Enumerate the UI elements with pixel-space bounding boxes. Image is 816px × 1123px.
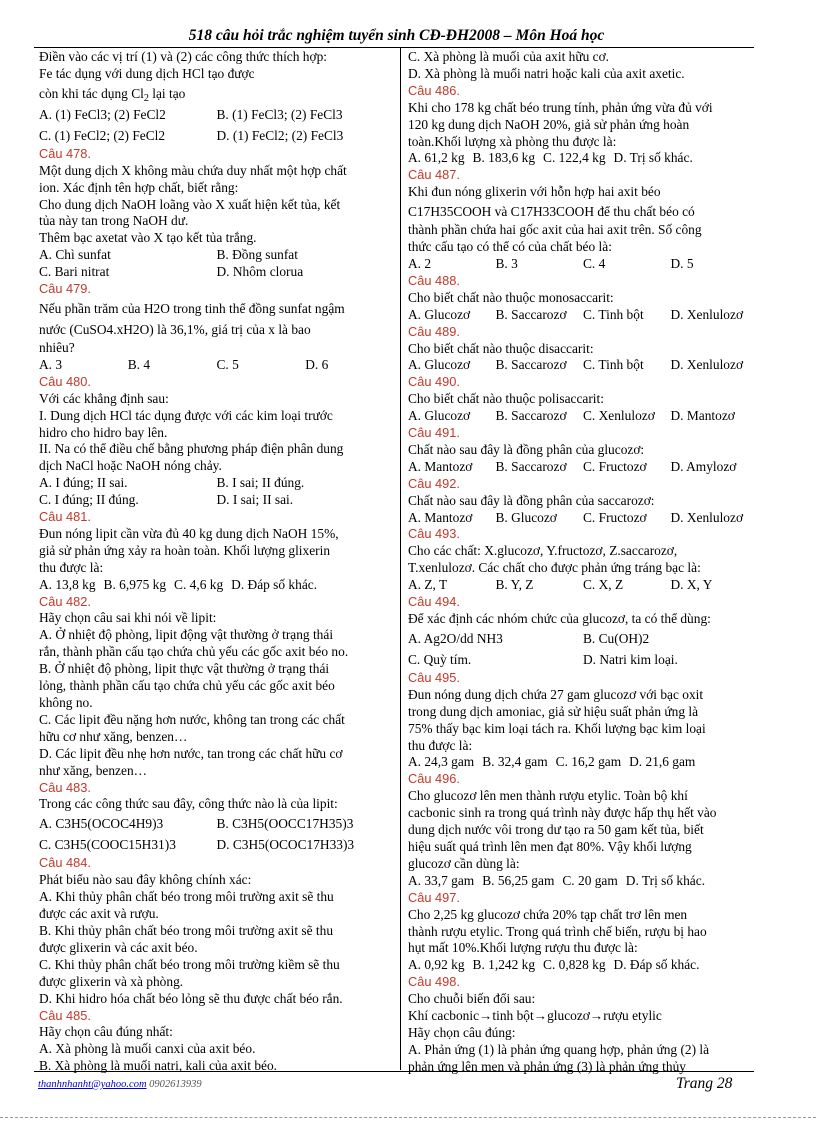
question-478: Câu 478. Một dung dịch X không màu chứa duy nhất một hợp chất ion. Xác định tên hợp chất, biết rằng: Cho dung dịch NaOH loãng vào X xuất hiện kết tủa, kết tủa này tan trong NaOH dư. Thêm bạc axetat vào X tạo kết tủa trắng. A. Chì sunfat B. Đồng sunfat C. Bari nitrat D. Nhôm clorua	[39, 146, 394, 281]
option-b: B. 4	[127, 356, 151, 372]
option-d: D. Xenlulozơ	[670, 509, 744, 525]
option-c: C. Tinh bột	[583, 306, 644, 322]
option-c: C. 5	[216, 356, 239, 372]
question-label: Câu 481.	[39, 509, 91, 525]
question-480: Câu 480. Với các khẳng định sau: I. Dung dịch HCl tác dụng được với các kim loại trước hidro cho hidro bay lên. II. Na có thể điều chế bằng phương pháp điện phân dung dịch NaCl hoặc NaOH nóng chảy. A. I đúng; II sai. B. I sai; II đúng. C. I đúng; II đúng. D. I sai; II sai.	[39, 374, 394, 509]
option-d: D. Xenlulozơ	[670, 357, 744, 373]
question-486: Câu 486. Khi cho 178 kg chất béo trung tính, phản ứng vừa đủ với 120 kg dung dịch NaOH 20%, giả sử phản ứng hoàn toàn.Khối lượng xà phòng thu được là: A. 61,2 kg B. 183,6 kg C. 122,4 kg D. Trị số khác.	[408, 83, 758, 168]
column-separator	[400, 48, 401, 1070]
option-c: C. Tinh bột	[583, 357, 644, 373]
question-494: Câu 494. Để xác định các nhóm chức của glucozơ, ta có thể dùng: A. Ag2O/dd NH3 B. Cu(OH)2 C. Quỳ tím. D. Natri kim loại.	[408, 594, 758, 670]
option-d: D. I sai; II sai.	[216, 492, 294, 508]
option-c: C. I đúng; II đúng.	[39, 492, 139, 508]
question-label: Câu 485.	[39, 1007, 91, 1023]
question-496: Câu 496. Cho glucozơ lên men thành rượu etylic. Toàn bộ khí cacbonic sinh ra trong quá trình này được hấp thụ hết vào dung dịch nước vôi trong dư tạo ra 50 gam kết tủa, biết hiệu suất quá trình lên men đạt 80%. Vậy khối lượng glucozơ cần dùng là: A. 33,7 gam B. 56,25 gam C. 20 gam D. Trị số khác.	[408, 771, 758, 889]
option-b: B. C3H5(OOCC17H35)3	[216, 816, 354, 832]
option-c: C. C3H5(COOC15H31)3	[39, 837, 176, 853]
option-a: A. 2	[408, 255, 432, 271]
question-label: Câu 483.	[39, 779, 91, 795]
option-d: D. 21,6 gam	[629, 754, 696, 770]
option-b: B. 56,25 gam	[482, 872, 555, 888]
option-d: D. Trị số khác.	[625, 872, 706, 888]
option-c: C. 0,828 kg	[543, 957, 606, 973]
option-a: A. 3	[39, 356, 63, 372]
question-495: Câu 495. Đun nóng dung dịch chứa 27 gam glucozơ với bạc oxit trong dung dịch amoniac, giả sử hiệu suất phản ứng là 75% thấy bạc kim loại tách ra. Khối lượng bạc kim loại thu được là: A. 24,3 gam B. 32,4 gam C. 16,2 gam D. 21,6 gam	[408, 670, 758, 771]
option-c: C. Fructozơ	[583, 458, 647, 474]
question-481: Câu 481. Đun nóng lipit cần vừa đủ 40 kg dung dịch NaOH 15%, giả sử phản ứng xảy ra hoàn toàn. Khối lượng glixerin thu được là: A. 13,8 kg B. 6,975 kg C. 4,6 kg D. Đáp số khác.	[39, 509, 394, 594]
option-b: B. (1) FeCl3; (2) FeCl3	[216, 106, 343, 122]
option-a: A. Glucozơ	[408, 306, 471, 322]
option-c: C. (1) FeCl2; (2) FeCl2	[39, 127, 166, 143]
option-a: A. Chì sunfat	[39, 247, 111, 263]
option-d: D. Đáp số khác.	[613, 957, 700, 973]
option-b: B. Saccarozơ	[495, 458, 567, 474]
option-c: C. 4,6 kg	[174, 576, 224, 592]
option-b: B. Saccarozơ	[495, 408, 567, 424]
question-491: Câu 491. Chất nào sau đây là đồng phân của glucozơ: A. Mantozơ B. Saccarozơ C. Fructozơ D. Amylozơ	[408, 425, 758, 476]
option-a: A. (1) FeCl3; (2) FeCl2	[39, 106, 166, 122]
option-d: D. Amylozơ	[670, 458, 737, 474]
option-a: A. Mantozơ	[408, 509, 473, 525]
left-column	[39, 49, 394, 1075]
question-485-continued: C. Xà phòng là muối của axit hữu cơ. D. Xà phòng là muối natri hoặc kali của axit axetic.	[408, 49, 685, 81]
option-b: B. Cu(OH)2	[583, 630, 650, 646]
question-label: Câu 487.	[408, 167, 460, 183]
question-489: Câu 489. Cho biết chất nào thuộc disaccarit: A. Glucozơ B. Saccarozơ C. Tinh bột D. Xenlulozơ	[408, 324, 758, 375]
question-484: Câu 484. Phát biểu nào sau đây không chính xác: A. Khi thủy phân chất béo trong môi trường axit sẽ thu được các axit và rượu. B. Khi thủy phân chất béo trong môi trường axit sẽ thu được glixerin và các axit béo. C. Khi thủy phân chất béo trong môi trường kiềm sẽ thu được glixerin và xà phòng. D. Khi hidro hóa chất béo lỏng sẽ thu được chất béo rắn.	[39, 855, 394, 1007]
option-b: B. Y, Z	[495, 577, 534, 593]
question-label: Câu 494.	[408, 594, 460, 610]
option-d: D. X, Y	[670, 577, 713, 593]
option-b: B. 1,242 kg	[472, 957, 536, 973]
option-b: B. Saccarozơ	[495, 306, 567, 322]
option-c: C. Fructozơ	[583, 509, 647, 525]
question-479: Câu 479. Nếu phần trăm của H2O trong tinh thể đồng sunfat ngậm nước (CuSO4.xH2O) là 36,1%, giá trị của x là bao nhiêu? A. 3 B. 4 C. 5 D. 6	[39, 281, 394, 374]
footer-contact	[38, 1079, 202, 1090]
question-label: Câu 491.	[408, 425, 460, 441]
question-label: Câu 496.	[408, 771, 460, 787]
question-label: Câu 479.	[39, 281, 91, 297]
option-a: A. C3H5(OCOC4H9)3	[39, 816, 164, 832]
option-d: D. 5	[670, 255, 694, 271]
option-b: B. I sai; II đúng.	[216, 475, 305, 491]
option-d: D. Natri kim loại.	[583, 651, 678, 667]
option-c: C. Bari nitrat	[39, 264, 110, 280]
option-c: C. 20 gam	[562, 872, 618, 888]
page-bottom-dashes	[0, 1117, 816, 1118]
option-d: D. Đáp số khác.	[231, 576, 318, 592]
option-a: A. 13,8 kg	[39, 576, 96, 592]
option-a: A. 0,92 kg	[408, 957, 465, 973]
option-d: D. Trị số khác.	[613, 150, 693, 166]
question-482: Câu 482. Hãy chọn câu sai khi nói về lipit: A. Ở nhiệt độ phòng, lipit động vật thường ở trạng thái rắn, thành phần cấu tạo chứa chủ yếu các gốc axit béo no. B. Ở nhiệt độ phòng, lipit thực vật thường ở trạng thái lỏng, thành phần cấu tạo chứa chủ yếu các gốc axit béo không no. C. Các lipit đều nặng hơn nước, không tan trong các chất hữu cơ như xăng, benzen… D. Các lipit đều nhẹ hơn nước, tan trong các chất hữu cơ như xăng, benzen…	[39, 594, 394, 780]
option-c: C. 16,2 gam	[555, 754, 622, 770]
option-b: B. 3	[495, 255, 518, 271]
page-header-title: 518 câu hỏi trắc nghiệm tuyển sinh CĐ-ĐH2008 – Môn Hoá học	[188, 27, 605, 44]
question-label: Câu 493.	[408, 526, 460, 542]
option-d: D. Nhôm clorua	[216, 264, 304, 280]
question-label: Câu 478.	[39, 145, 91, 161]
option-b: B. Saccarozơ	[495, 357, 567, 373]
header-rule	[34, 47, 754, 48]
option-b: B. 183,6 kg	[472, 150, 536, 166]
question-498: Câu 498. Cho chuỗi biến đổi sau: Khí cacbonic→tinh bột→glucozơ→rượu etylic Hãy chọn câu đúng: A. Phản ứng (1) là phản ứng quang hợp, phản ứng (2) là phản ứng lên men và phản ứng (3) là phản ứng thủy	[408, 974, 758, 1075]
option-a: A. Mantozơ	[408, 458, 473, 474]
question-487: Câu 487. Khi đun nóng glixerin với hỗn hợp hai axit béo C17H35COOH và C17H33COOH để thu chất béo có thành phần chứa hai gốc axit của hai axit trên. Số công thức cấu tạo có thể có của chất béo là: A. 2 B. 3 C. 4 D. 5	[408, 167, 758, 273]
option-d: D. Xenlulozơ	[670, 306, 744, 322]
option-d: D. C3H5(OCOC17H33)3	[216, 837, 355, 853]
option-c: C. 122,4 kg	[543, 150, 606, 166]
right-column	[408, 49, 758, 1076]
option-b: B. 32,4 gam	[482, 754, 548, 770]
question-label: Câu 486.	[408, 82, 460, 98]
question-label: Câu 498.	[408, 974, 460, 990]
option-b: B. 6,975 kg	[103, 576, 167, 592]
option-c: C. Quỳ tím.	[408, 651, 472, 667]
option-a: A. Z, T	[408, 577, 448, 593]
option-a: A. Glucozơ	[408, 408, 471, 424]
option-c: C. X, Z	[583, 577, 624, 593]
question-label: Câu 482.	[39, 593, 91, 609]
option-d: D. Mantozơ	[670, 408, 735, 424]
option-c: C. Xenlulozơ	[583, 408, 655, 424]
question-label: Câu 484.	[39, 855, 91, 871]
option-a: A. 33,7 gam	[408, 872, 475, 888]
question-485: Câu 485. Hãy chọn câu đúng nhất: A. Xà phòng là muối canxi của axit béo. B. Xà phòng là muối natri, kali của axit béo.	[39, 1008, 394, 1076]
question-497: Câu 497. Cho 2,25 kg glucozơ chứa 20% tạp chất trơ lên men thành rượu etylic. Trong quá trình chế biến, rượu bị hao hụt mất 10%.Khối lượng rượu thu được là: A. 0,92 kg B. 1,242 kg C. 0,828 kg D. Đáp số khác.	[408, 890, 758, 975]
option-b: B. Đồng sunfat	[216, 247, 298, 263]
option-a: A. I đúng; II sai.	[39, 475, 128, 491]
question-label: Câu 492.	[408, 475, 460, 491]
option-d: D. 6	[305, 356, 329, 372]
option-a: A. 24,3 gam	[408, 754, 475, 770]
question-label: Câu 490.	[408, 374, 460, 390]
question-483: Câu 483. Trong các công thức sau đây, công thức nào là của lipit: A. C3H5(OCOC4H9)3 B. C3H5(OOCC17H35)3 C. C3H5(COOC15H31)3 D. C3H5(OCOC17H33)3	[39, 780, 394, 856]
question-label: Câu 489.	[408, 323, 460, 339]
option-d: D. (1) FeCl2; (2) FeCl3	[216, 127, 344, 143]
option-c: C. 4	[583, 255, 606, 271]
question-492: Câu 492. Chất nào sau đây là đồng phân của saccarozơ: A. Mantozơ B. Glucozơ C. Fructozơ D. Xenlulozơ	[408, 476, 758, 527]
page-number: Trang 28	[676, 1075, 733, 1092]
question-label: Câu 495.	[408, 669, 460, 685]
footer-email-link[interactable]: thanhnhanht@yahoo.com	[38, 1079, 147, 1090]
option-a: A. Glucozơ	[408, 357, 471, 373]
question-490: Câu 490. Cho biết chất nào thuộc polisaccarit: A. Glucozơ B. Saccarozơ C. Xenlulozơ D. Mantozơ	[408, 374, 758, 425]
question-488: Câu 488. Cho biết chất nào thuộc monosaccarit: A. Glucozơ B. Saccarozơ C. Tinh bột D. Xenlulozơ	[408, 273, 758, 324]
footer-phone: 0902613939	[146, 1079, 202, 1090]
option-a: A. 61,2 kg	[408, 150, 465, 166]
question-label: Câu 488.	[408, 272, 460, 288]
option-a: A. Ag2O/dd NH3	[408, 630, 503, 646]
question-label: Câu 480.	[39, 373, 91, 389]
question-477: Điền vào các vị trí (1) và (2) các công thức thích hợp: Fe tác dụng với dung dịch HCl tạo được còn khi tác dụng $Cl_2$ lại tạo A. (1) FeCl3; (2) FeCl2 B. (1) FeCl3; (2) FeCl3 C. (1) FeCl2; (2) FeCl2 D. (1) FeCl2; (2) FeCl3	[39, 49, 394, 146]
question-493: Câu 493. Cho các chất: X.glucozơ, Y.fructozơ, Z.saccarozơ, T.xenlulozơ. Các chất cho được phản ứng tráng bạc là: A. Z, T B. Y, Z C. X, Z D. X, Y	[408, 526, 758, 594]
option-b: B. Glucozơ	[495, 509, 557, 525]
question-label: Câu 497.	[408, 889, 460, 905]
